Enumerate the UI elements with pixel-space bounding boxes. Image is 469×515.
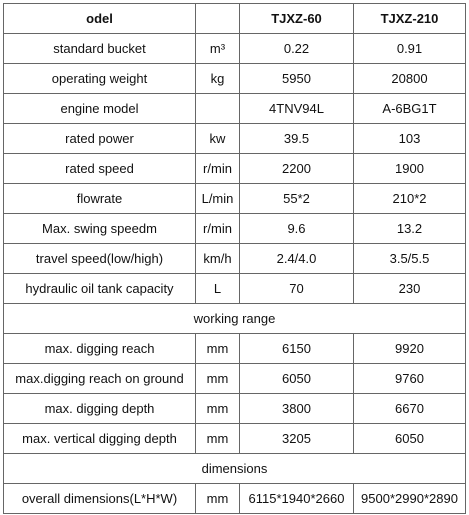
model-1-value: 6050 (240, 364, 354, 394)
model-2-value: 9920 (354, 334, 466, 364)
param-cell: rated power (4, 124, 196, 154)
model-2-value: 13.2 (354, 214, 466, 244)
table-row (4, 34, 466, 64)
unit-cell: L/min (196, 184, 240, 214)
unit-cell: mm (196, 334, 240, 364)
table-row (4, 484, 466, 514)
table-row (4, 274, 466, 304)
model-2-value: 9760 (354, 364, 466, 394)
model-2-value: 6670 (354, 394, 466, 424)
param-cell: flowrate (4, 184, 196, 214)
unit-cell: r/min (196, 154, 240, 184)
model-1-value: 3205 (240, 424, 354, 454)
model-2-value: 0.91 (354, 34, 466, 64)
param-cell: engine model (4, 94, 196, 124)
model-1-value: 2200 (240, 154, 354, 184)
unit-cell (196, 94, 240, 124)
model-2-value: 9500*2990*2890 (354, 484, 466, 514)
unit-cell: mm (196, 484, 240, 514)
section-row (4, 454, 466, 484)
table-row (4, 184, 466, 214)
table-row (4, 334, 466, 364)
model-2-value: 230 (354, 274, 466, 304)
header-model-1: TJXZ-60 (240, 4, 354, 34)
model-2-value: 20800 (354, 64, 466, 94)
param-cell: max.digging reach on ground (4, 364, 196, 394)
unit-cell: mm (196, 364, 240, 394)
model-2-value: A-6BG1T (354, 94, 466, 124)
table-row (4, 244, 466, 274)
param-cell: Max. swing speedm (4, 214, 196, 244)
param-cell: max. digging depth (4, 394, 196, 424)
model-2-value: 1900 (354, 154, 466, 184)
unit-cell: L (196, 274, 240, 304)
unit-cell: mm (196, 424, 240, 454)
model-2-value: 6050 (354, 424, 466, 454)
table-row (4, 364, 466, 394)
unit-cell: km/h (196, 244, 240, 274)
model-1-value: 4TNV94L (240, 94, 354, 124)
model-2-value: 103 (354, 124, 466, 154)
section-title: working range (4, 304, 466, 334)
unit-cell: kw (196, 124, 240, 154)
unit-cell: mm (196, 394, 240, 424)
model-1-value: 55*2 (240, 184, 354, 214)
header-model-2: TJXZ-210 (354, 4, 466, 34)
param-cell: operating weight (4, 64, 196, 94)
table-row (4, 154, 466, 184)
model-1-value: 0.22 (240, 34, 354, 64)
param-cell: max. digging reach (4, 334, 196, 364)
table-row (4, 424, 466, 454)
model-1-value: 2.4/4.0 (240, 244, 354, 274)
section-title: dimensions (4, 454, 466, 484)
model-2-value: 210*2 (354, 184, 466, 214)
table-row (4, 124, 466, 154)
table-row (4, 64, 466, 94)
table-row (4, 394, 466, 424)
spec-table-body (4, 4, 466, 514)
table-row (4, 94, 466, 124)
model-1-value: 5950 (240, 64, 354, 94)
header-label: odel (4, 4, 196, 34)
table-row (4, 214, 466, 244)
param-cell: standard bucket (4, 34, 196, 64)
param-cell: overall dimensions(L*H*W) (4, 484, 196, 514)
param-cell: travel speed(low/high) (4, 244, 196, 274)
unit-cell: kg (196, 64, 240, 94)
model-1-value: 9.6 (240, 214, 354, 244)
header-row (4, 4, 466, 34)
model-1-value: 3800 (240, 394, 354, 424)
unit-cell: r/min (196, 214, 240, 244)
param-cell: hydraulic oil tank capacity (4, 274, 196, 304)
param-cell: max. vertical digging depth (4, 424, 196, 454)
model-1-value: 6150 (240, 334, 354, 364)
param-cell: rated speed (4, 154, 196, 184)
section-row (4, 304, 466, 334)
model-1-value: 70 (240, 274, 354, 304)
spec-table (3, 3, 466, 514)
model-1-value: 6115*1940*2660 (240, 484, 354, 514)
model-2-value: 3.5/5.5 (354, 244, 466, 274)
header-unit (196, 4, 240, 34)
unit-cell: m³ (196, 34, 240, 64)
model-1-value: 39.5 (240, 124, 354, 154)
